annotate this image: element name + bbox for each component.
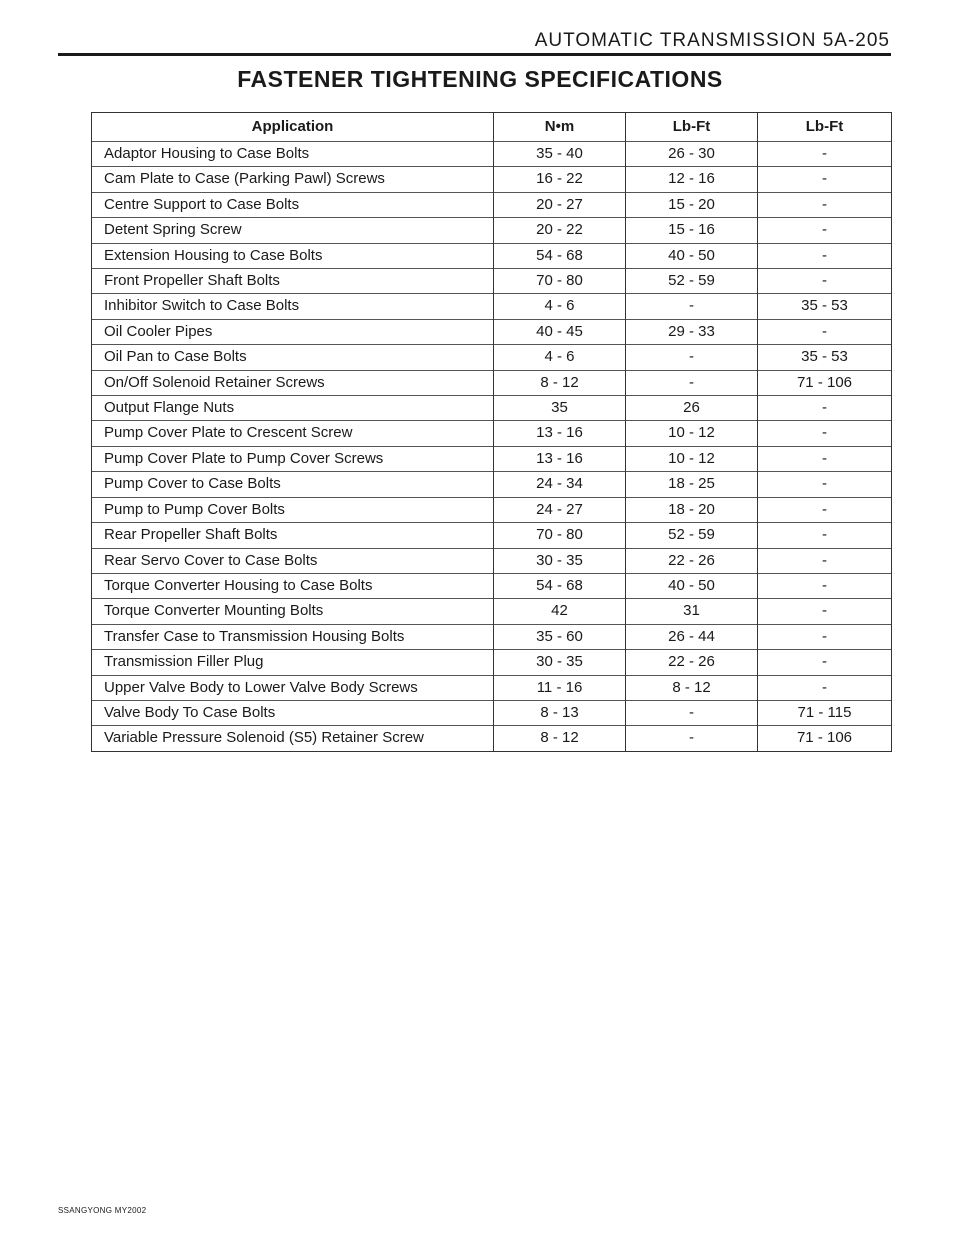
cell-newton-meters: 4 - 6 [494,294,626,319]
table-row [92,319,892,344]
cell-lb-ft: 26 - 30 [626,142,758,167]
cell-newton-meters: 35 [494,396,626,421]
cell-lb-ft: - [626,294,758,319]
cell-lb-ft-alt: 71 - 106 [758,370,892,395]
cell-newton-meters: 40 - 45 [494,319,626,344]
cell-application: Front Propeller Shaft Bolts [92,269,494,294]
cell-newton-meters: 54 - 68 [494,243,626,268]
header-divider [58,53,891,56]
cell-application: Oil Pan to Case Bolts [92,345,494,370]
cell-application: Torque Converter Housing to Case Bolts [92,573,494,598]
cell-newton-meters: 16 - 22 [494,167,626,192]
cell-lb-ft-alt: 71 - 115 [758,700,892,725]
cell-lb-ft-alt: - [758,624,892,649]
table-row [92,497,892,522]
table-row [92,167,892,192]
cell-lb-ft-alt: - [758,548,892,573]
cell-application: On/Off Solenoid Retainer Screws [92,370,494,395]
table-header-row [92,113,892,142]
cell-application: Valve Body To Case Bolts [92,700,494,725]
cell-lb-ft-alt: - [758,523,892,548]
cell-lb-ft: 31 [626,599,758,624]
table-row [92,548,892,573]
cell-application: Centre Support to Case Bolts [92,192,494,217]
table-row [92,396,892,421]
cell-lb-ft-alt: - [758,167,892,192]
cell-lb-ft-alt: - [758,650,892,675]
cell-lb-ft: - [626,726,758,751]
cell-lb-ft: 15 - 20 [626,192,758,217]
column-header-application: Application [92,113,494,142]
cell-lb-ft-alt: - [758,675,892,700]
cell-newton-meters: 30 - 35 [494,548,626,573]
cell-lb-ft-alt: - [758,396,892,421]
cell-newton-meters: 54 - 68 [494,573,626,598]
cell-application: Transfer Case to Transmission Housing Bolts [92,624,494,649]
cell-newton-meters: 8 - 12 [494,726,626,751]
table-row [92,370,892,395]
cell-application: Adaptor Housing to Case Bolts [92,142,494,167]
cell-application: Pump Cover Plate to Crescent Screw [92,421,494,446]
table-row [92,142,892,167]
cell-application: Torque Converter Mounting Bolts [92,599,494,624]
cell-lb-ft: 22 - 26 [626,650,758,675]
cell-lb-ft-alt: - [758,573,892,598]
cell-application: Pump Cover to Case Bolts [92,472,494,497]
cell-newton-meters: 42 [494,599,626,624]
cell-lb-ft: 18 - 25 [626,472,758,497]
cell-application: Rear Propeller Shaft Bolts [92,523,494,548]
cell-newton-meters: 70 - 80 [494,523,626,548]
table-row [92,700,892,725]
cell-newton-meters: 4 - 6 [494,345,626,370]
table-row [92,294,892,319]
footer-model: SSANGYONG MY2002 [58,1206,147,1215]
cell-newton-meters: 20 - 22 [494,218,626,243]
section-header: AUTOMATIC TRANSMISSION 5A-205 [534,30,890,51]
cell-application: Variable Pressure Solenoid (S5) Retainer Screw [92,726,494,751]
table-row [92,269,892,294]
table-row [92,573,892,598]
cell-lb-ft: 12 - 16 [626,167,758,192]
table-row [92,523,892,548]
table-row [92,243,892,268]
table-row [92,446,892,471]
cell-lb-ft-alt: - [758,192,892,217]
cell-newton-meters: 8 - 12 [494,370,626,395]
cell-lb-ft: 52 - 59 [626,523,758,548]
table-row [92,421,892,446]
cell-lb-ft-alt: - [758,269,892,294]
table-row [92,599,892,624]
cell-newton-meters: 70 - 80 [494,269,626,294]
cell-lb-ft-alt: - [758,421,892,446]
cell-newton-meters: 30 - 35 [494,650,626,675]
cell-newton-meters: 8 - 13 [494,700,626,725]
cell-lb-ft: - [626,700,758,725]
cell-application: Output Flange Nuts [92,396,494,421]
table-row [92,624,892,649]
cell-newton-meters: 35 - 40 [494,142,626,167]
table-row [92,345,892,370]
cell-newton-meters: 35 - 60 [494,624,626,649]
table-row [92,650,892,675]
table-row [92,675,892,700]
table-row [92,218,892,243]
cell-newton-meters: 20 - 27 [494,192,626,217]
table-row [92,726,892,751]
table-body [92,142,892,752]
cell-lb-ft: 15 - 16 [626,218,758,243]
cell-lb-ft: 22 - 26 [626,548,758,573]
cell-lb-ft-alt: - [758,218,892,243]
cell-lb-ft: 26 [626,396,758,421]
cell-lb-ft-alt: - [758,319,892,344]
cell-application: Extension Housing to Case Bolts [92,243,494,268]
cell-newton-meters: 11 - 16 [494,675,626,700]
cell-lb-ft-alt: - [758,446,892,471]
cell-newton-meters: 24 - 34 [494,472,626,497]
cell-lb-ft: - [626,345,758,370]
cell-application: Cam Plate to Case (Parking Pawl) Screws [92,167,494,192]
cell-application: Transmission Filler Plug [92,650,494,675]
cell-lb-ft: 18 - 20 [626,497,758,522]
cell-newton-meters: 24 - 27 [494,497,626,522]
table-row [92,472,892,497]
cell-lb-ft: 52 - 59 [626,269,758,294]
cell-lb-ft: 10 - 12 [626,421,758,446]
column-header-newton-meters: N•m [494,113,626,142]
cell-newton-meters: 13 - 16 [494,446,626,471]
cell-lb-ft-alt: - [758,472,892,497]
cell-lb-ft: 8 - 12 [626,675,758,700]
cell-lb-ft-alt: 71 - 106 [758,726,892,751]
cell-lb-ft: 10 - 12 [626,446,758,471]
cell-lb-ft-alt: - [758,142,892,167]
cell-lb-ft: 40 - 50 [626,243,758,268]
cell-lb-ft-alt: 35 - 53 [758,345,892,370]
cell-lb-ft-alt: - [758,243,892,268]
column-header-lb-ft: Lb-Ft [626,113,758,142]
cell-application: Upper Valve Body to Lower Valve Body Screws [92,675,494,700]
cell-application: Detent Spring Screw [92,218,494,243]
cell-application: Rear Servo Cover to Case Bolts [92,548,494,573]
cell-lb-ft-alt: - [758,497,892,522]
cell-newton-meters: 13 - 16 [494,421,626,446]
cell-application: Oil Cooler Pipes [92,319,494,344]
table-row [92,192,892,217]
cell-lb-ft: 40 - 50 [626,573,758,598]
cell-lb-ft-alt: - [758,599,892,624]
column-header-lb-ft-alt: Lb-Ft [758,113,892,142]
cell-application: Pump Cover Plate to Pump Cover Screws [92,446,494,471]
cell-application: Pump to Pump Cover Bolts [92,497,494,522]
page-title: FASTENER TIGHTENING SPECIFICATIONS [237,66,723,92]
cell-lb-ft: 26 - 44 [626,624,758,649]
cell-lb-ft: - [626,370,758,395]
torque-spec-table [91,112,892,752]
cell-application: Inhibitor Switch to Case Bolts [92,294,494,319]
cell-lb-ft: 29 - 33 [626,319,758,344]
cell-lb-ft-alt: 35 - 53 [758,294,892,319]
